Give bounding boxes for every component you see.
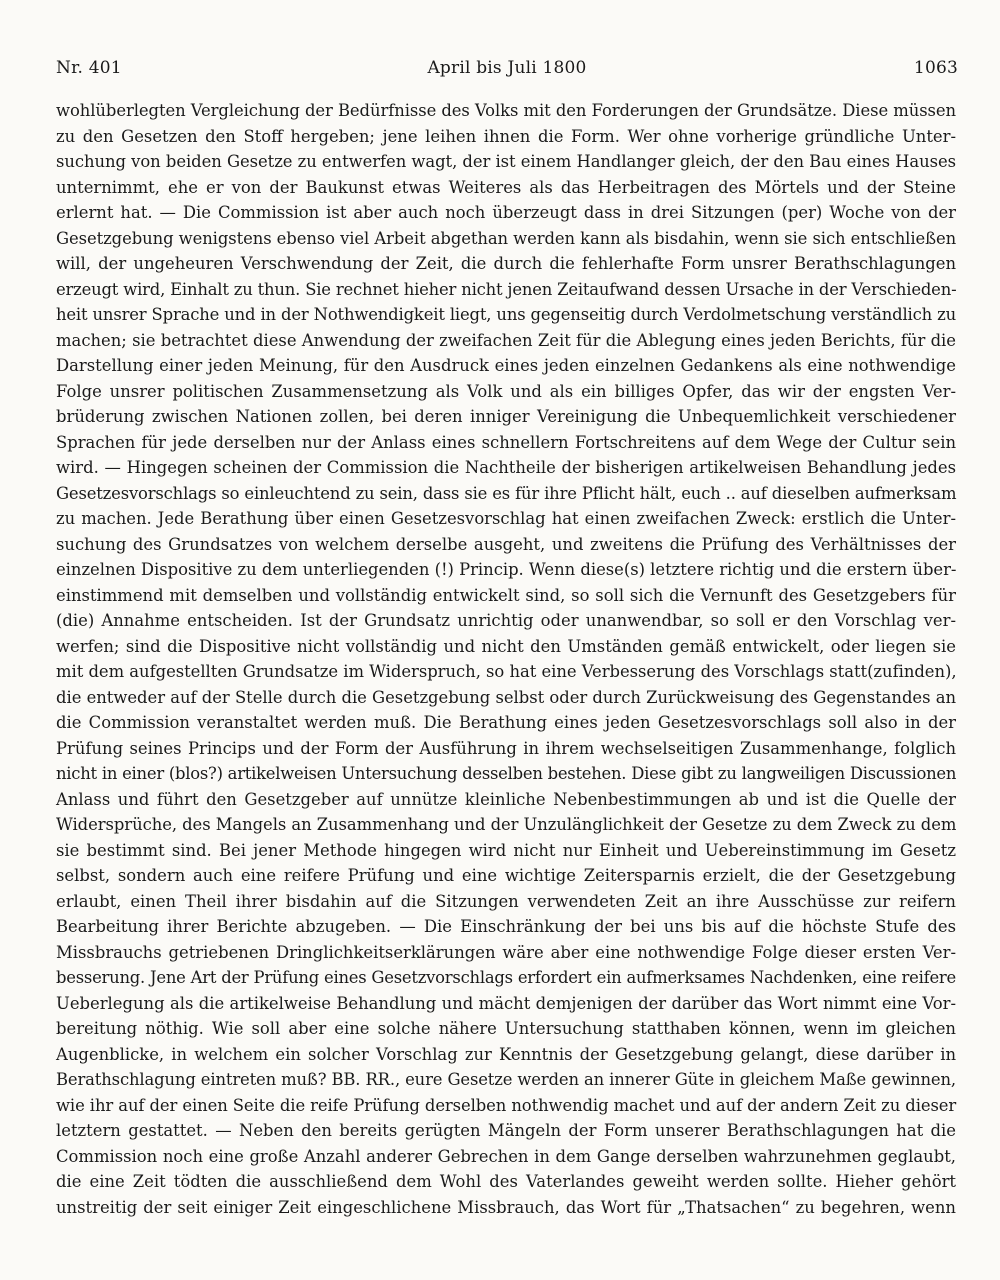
text-line: sie bestimmt sind. Bei jener Methode hingegen wird nicht nur Einheit und Uebereinstimmung im Gesetz	[56, 840, 956, 860]
text-line: erlaubt, einen Theil ihrer bisdahin auf die Sitzungen verwendeten Zeit an ihre Ausschüsse zur reifern	[56, 891, 956, 911]
text-line: selbst, sondern auch eine reifere Prüfung und eine wichtige Zeitersparnis erzielt, die der Gesetzgebung	[56, 866, 956, 885]
text-line: brüderung zwischen Nationen zollen, bei deren inniger Vereinigung die Unbequemlichkeit verschiedener	[56, 407, 956, 426]
text-line: Commission noch eine große Anzahl anderer Gebrechen in dem Gange derselben wahrzunehmen geglaubt,	[56, 1146, 956, 1166]
text-line: Anlass und führt den Gesetzgeber auf unnütze kleinliche Nebenbestimmungen ab und ist die Quelle der	[56, 789, 956, 809]
page-number: 1063	[913, 58, 958, 78]
text-line: Prüfung seines Princips und der Form der Ausführung in ihrem wechselseitigen Zusammenhange, folglich	[56, 738, 956, 758]
text-line: machen; sie betrachtet diese Anwendung der zweifachen Zeit für die Ablegung eines jeden Berichts, für die	[56, 330, 956, 350]
text-line: wird. — Hingegen scheinen der Commission die Nachtheile der bisherigen artikelweisen Behandlung jedes	[56, 458, 956, 477]
text-line: Sprachen für jede derselben nur der Anlass eines schnellern Fortschreitens auf dem Wege der Cultur sein	[56, 432, 956, 452]
text-line: zu machen. Jede Berathung über einen Gesetzesvorschlag hat einen zweifachen Zweck: erstlich die Unter-	[56, 509, 956, 528]
text-line: die Commission veranstaltet werden muß. Die Berathung eines jeden Gesetzesvorschlags soll also in der	[56, 713, 956, 732]
text-line: Folge unsrer politischen Zusammensetzung als Volk und als ein billiges Opfer, das wir der engsten Ver-	[56, 381, 956, 401]
text-line: einstimmend mit demselben und vollständig entwickelt sind, so soll sich die Vernunft des Gesetzgebers für	[56, 585, 956, 605]
text-line: Gesetzesvorschlags so einleuchtend zu sein, dass sie es für ihre Pflicht hält, euch .. auf dieselben aufmerksam	[56, 483, 957, 503]
text-line: (die) Annahme entscheiden. Ist der Grundsatz unrichtig oder unanwendbar, so soll er den Vorschlag ver-	[56, 611, 956, 630]
text-line: Widersprüche, des Mangels an Zusammenhang und der Unzulänglichkeit der Gesetze zu dem Zweck zu dem	[56, 815, 957, 834]
text-line: will, der ungeheuren Verschwendung der Zeit, die durch die fehlerhafte Form unsrer Berathschlagungen	[56, 254, 956, 273]
text-line: Augenblicke, in welchem ein solcher Vorschlag zur Kenntnis der Gesetzgebung gelangt, diese darüber in	[56, 1044, 956, 1064]
page-header	[56, 58, 958, 88]
text-line: heit unsrer Sprache und in der Nothwendigkeit liegt, uns gegenseitig durch Verdolmetschung verständlich zu	[56, 305, 956, 324]
text-line: werfen; sind die Dispositive nicht vollständig und nicht den Umständen gemäß entwickelt, oder liegen sie	[56, 636, 956, 656]
text-line: die entweder auf der Stelle durch die Gesetzgebung selbst oder durch Zurückweisung des Gegenstandes an	[56, 687, 956, 707]
text-line: Ueberlegung als die artikelweise Behandlung und mächt demjenigen der darüber das Wort nimmt eine Vor-	[56, 993, 956, 1013]
text-line: Missbrauchs getriebenen Dringlichkeitserklärungen wäre aber eine nothwendige Folge dieser ersten Ver-	[56, 942, 956, 962]
text-line: unstreitig der seit einiger Zeit eingeschlichene Missbrauch, das Wort für „Thatsachen“ zu begehren, wenn	[56, 1197, 956, 1217]
text-line: mit dem aufgestellten Grundsatze im Widerspruch, so hat eine Verbesserung des Vorschlags statt(zufinden),	[56, 662, 957, 681]
text-line: erlernt hat. — Die Commission ist aber auch noch überzeugt dass in drei Sitzungen (per) Woche von der	[56, 203, 956, 222]
text-line: wohlüberlegten Vergleichung der Bedürfnisse des Volks mit den Forderungen der Grundsätze. Diese müssen	[56, 101, 956, 120]
text-line: Bearbeitung ihrer Berichte abzugeben. — Die Einschränkung der bei uns bis auf die höchste Stufe des	[56, 917, 956, 936]
text-line: Gesetzgebung wenigstens ebenso viel Arbeit abgethan werden kann als bisdahin, wenn sie sich entschließen	[56, 228, 957, 248]
text-line: besserung. Jene Art der Prüfung eines Gesetzvorschlags erfordert ein aufmerksames Nachdenken, eine reifere	[56, 968, 956, 987]
text-line: suchung von beiden Gesetze zu entwerfen wagt, der ist einem Handlanger gleich, der den Bau eines Hauses	[56, 152, 956, 171]
text-line: zu den Gesetzen den Stoff hergeben; jene leihen ihnen die Form. Wer ohne vorherige gründliche Unter-	[56, 126, 956, 146]
text-line: bereitung nöthig. Wie soll aber eine solche nähere Untersuchung statthaben können, wenn im gleichen	[56, 1019, 956, 1038]
text-line: einzelnen Dispositive zu dem unterliegenden (!) Princip. Wenn diese(s) letztere richtig und die erstern über-	[56, 560, 957, 579]
text-line: nicht in einer (blos?) artikelweisen Untersuchung desselben bestehen. Diese gibt zu langweiligen Discussionen	[56, 764, 957, 783]
text-line: wie ihr auf der einen Seite die reife Prüfung derselben nothwendig machet und auf der andern Zeit zu dieser	[56, 1095, 957, 1115]
text-line: unternimmt, ehe er von der Baukunst etwas Weiteres als das Herbeitragen des Mörtels und der Steine	[56, 177, 956, 197]
running-title: April bis Juli 1800	[427, 58, 587, 78]
text-line: letztern gestattet. — Neben den bereits gerügten Mängeln der Form unserer Berathschlagungen hat die	[56, 1121, 956, 1140]
text-line: suchung des Grundsatzes von welchem derselbe ausgeht, und zweitens die Prüfung des Verhältnisses der	[56, 534, 956, 554]
document-number: Nr. 401	[56, 58, 122, 78]
text-line: Darstellung einer jeden Meinung, für den Ausdruck eines jeden einzelnen Gedankens als eine nothwendige	[56, 356, 956, 375]
text-line: erzeugt wird, Einhalt zu thun. Sie rechnet hieher nicht jenen Zeitaufwand dessen Ursache in der Verschieden-	[56, 279, 957, 299]
text-line: die eine Zeit tödten die ausschließend dem Wohl des Vaterlandes geweiht werden sollte. Hieher gehört	[56, 1172, 956, 1191]
text-line: Berathschlagung eintreten muß? BB. RR., eure Gesetze werden an innerer Güte in gleichem Maße gewinnen,	[56, 1070, 956, 1089]
body-text	[56, 98, 956, 1220]
